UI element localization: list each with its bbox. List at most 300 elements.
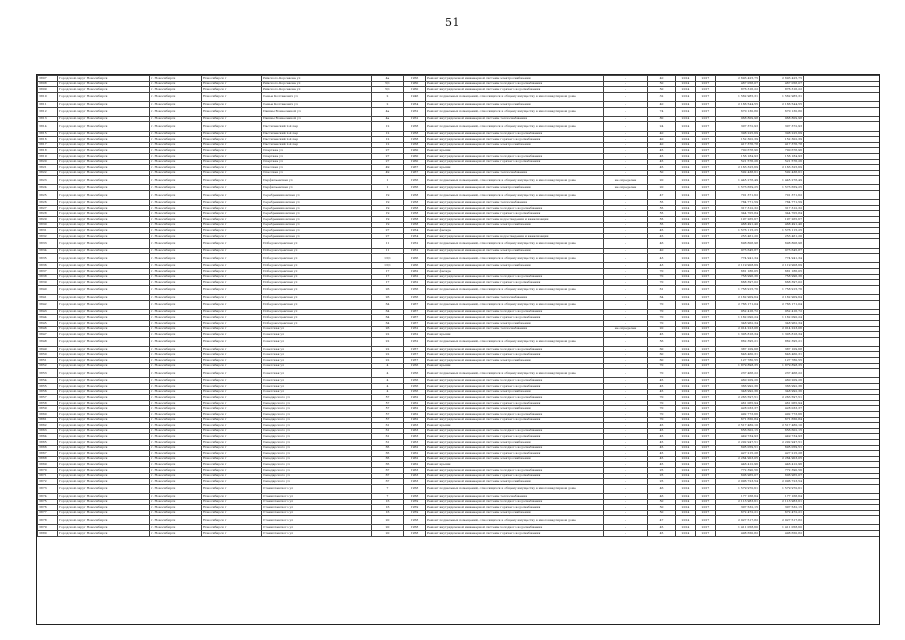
municipality-cell: Городской округ Новосибирск [58, 142, 150, 148]
year-built-cell: 1958 [404, 516, 426, 525]
cost-limit-cell: 2 113 983,61 [760, 499, 804, 505]
duration-cell: 70 [648, 309, 676, 315]
city-cell: г. Новосибирск [150, 484, 202, 493]
house-number-cell: 22 [372, 337, 404, 346]
work-type-cell: Ремонт внутридомовой инженерной системы холодного водоснабжения [426, 378, 604, 384]
city-cell: г. Новосибирск [150, 263, 202, 269]
year-built-cell: 1952 [404, 116, 426, 122]
cost-total-cell: 498 650,82 [716, 531, 760, 537]
locality-cell: Новосибирск г [202, 142, 262, 148]
house-number-cell: 64 [372, 320, 404, 326]
street-cell: Сакедарского ул [262, 479, 372, 485]
cost-total-cell: 521 576,26 [716, 159, 760, 165]
end-year-cell: 2017 [696, 363, 716, 369]
start-year-cell: 2014 [676, 346, 696, 352]
municipality-cell: Городской округ Новосибирск [58, 217, 150, 223]
row-number-cell: 3839 [38, 280, 58, 286]
start-year-cell: 2014 [676, 200, 696, 206]
row-number-cell: 3840 [38, 285, 58, 294]
city-cell: г. Новосибирск [150, 406, 202, 412]
city-cell: г. Новосибирск [150, 137, 202, 143]
year-built-cell: 1962 [404, 268, 426, 274]
locality-cell: Новосибирск г [202, 320, 262, 326]
end-year-cell: 2017 [696, 200, 716, 206]
house-number-cell: 1 [372, 185, 404, 191]
duration-cell: 46 [648, 239, 676, 248]
cost-limit-cell: 1 573 659,25 [760, 185, 804, 191]
house-number-cell: 61 [372, 439, 404, 445]
start-year-cell: 2014 [676, 423, 696, 429]
street-cell: Сакедарского ул [262, 395, 372, 401]
city-cell: г. Новосибирск [150, 352, 202, 358]
locality-cell: Новосибирск г [202, 228, 262, 234]
status-cell: - [604, 451, 648, 457]
municipality-cell: Городской округ Новосибирск [58, 358, 150, 364]
year-built-cell: 1967 [404, 300, 426, 309]
house-number-cell: 5/1 [372, 81, 404, 87]
start-year-cell: 2014 [676, 107, 696, 116]
street-cell: Победоносцевская ул [262, 254, 372, 263]
locality-cell: Новосибирск г [202, 352, 262, 358]
cost-limit-cell: 468 491,40 [760, 222, 804, 228]
street-cell: Сеньы Колтанович ул [262, 92, 372, 101]
street-cell: Пастилевский 2-й пер [262, 122, 372, 131]
cost-limit-cell: 1 162 090,24 [760, 315, 804, 321]
cost-limit-cell: 758 996,36 [760, 274, 804, 280]
street-cell: Сакедарского ул [262, 417, 372, 423]
year-built-cell: 1962 [404, 462, 426, 468]
row-number-cell: 3879 [38, 525, 58, 531]
end-year-cell: 2017 [696, 87, 716, 93]
row-number-cell: 3862 [38, 423, 58, 429]
house-number-cell: 67 [372, 467, 404, 473]
locality-cell: Новосибирск г [202, 467, 262, 473]
city-cell: г. Новосибирск [150, 159, 202, 165]
street-cell: Победоносцевская ул [262, 263, 372, 269]
table-row [38, 191, 880, 200]
house-number-cell: 22 [372, 346, 404, 352]
cost-total-cell: 681 186,05 [716, 268, 760, 274]
year-built-cell: 1962 [404, 274, 426, 280]
locality-cell: Новосибирск г [202, 395, 262, 401]
city-cell: г. Новосибирск [150, 456, 202, 462]
end-year-cell: 2017 [696, 395, 716, 401]
cost-total-cell: 156 184,93 [716, 153, 760, 159]
street-cell: Советская ул [262, 337, 372, 346]
year-built-cell: 1962 [404, 395, 426, 401]
end-year-cell: 2017 [696, 352, 716, 358]
work-type-cell: Ремонт внутридомовой инженерной системы горячего водоснабжения [426, 137, 604, 143]
cost-limit-cell: 2 014 223,06 [760, 326, 804, 332]
duration-cell: 45 [648, 525, 676, 531]
duration-cell: 45 [648, 531, 676, 537]
work-type-cell: Ремонт подвальных помещений, относящихся к общему имуществу в многоквартирном доме [426, 254, 604, 263]
status-cell: не определен [604, 176, 648, 185]
work-type-cell: Ремонт внутридомовой инженерной системы электроснабжения [426, 406, 604, 412]
duration-cell: 70 [648, 417, 676, 423]
end-year-cell: 2017 [696, 137, 716, 143]
work-type-cell: Ремонт внутридомовой инженерной системы электроснабжения [426, 76, 604, 82]
house-number-cell: 57 [372, 406, 404, 412]
cost-total-cell: 968 809,98 [716, 116, 760, 122]
city-cell: г. Новосибирск [150, 222, 202, 228]
end-year-cell: 2017 [696, 315, 716, 321]
house-number-cell: 65 [372, 456, 404, 462]
locality-cell: Новосибирск г [202, 137, 262, 143]
cost-total-cell: 398 225,69 [716, 131, 760, 137]
status-cell: - [604, 456, 648, 462]
start-year-cell: 2014 [676, 531, 696, 537]
cost-total-cell: 758 996,36 [716, 274, 760, 280]
house-number-cell: 12 [372, 137, 404, 143]
row-number-cell: 3859 [38, 406, 58, 412]
municipality-cell: Городской округ Новосибирск [58, 122, 150, 131]
house-number-cell: 17 [372, 280, 404, 286]
start-year-cell: 2014 [676, 205, 696, 211]
row-number-cell: 3851 [38, 358, 58, 364]
work-type-cell: Ремонт внутридомовой инженерной системы горячего водоснабжения [426, 211, 604, 217]
city-cell: г. Новосибирск [150, 122, 202, 131]
end-year-cell: 2017 [696, 467, 716, 473]
cost-limit-cell: 387 109,68 [760, 346, 804, 352]
municipality-cell: Городской округ Новосибирск [58, 200, 150, 206]
street-cell: Перфильевская ул [262, 185, 372, 191]
work-type-cell: Ремонт внутридомовой инженерной системы электроснабжения [426, 389, 604, 395]
house-number-cell: 57 [372, 417, 404, 423]
year-built-cell: 1956 [404, 378, 426, 384]
end-year-cell: 2017 [696, 205, 716, 211]
locality-cell: Новосибирск г [202, 428, 262, 434]
cost-limit-cell: 428 033,37 [760, 406, 804, 412]
start-year-cell: 2014 [676, 505, 696, 511]
year-built-cell: 1958 [404, 493, 426, 499]
duration-cell: 45 [648, 439, 676, 445]
duration-cell: 43 [648, 254, 676, 263]
house-number-cell: 20 [372, 516, 404, 525]
municipality-cell: Городской округ Новосибирск [58, 274, 150, 280]
duration-cell: 70 [648, 400, 676, 406]
cost-total-cell: 2 927 517,82 [716, 516, 760, 525]
empty-cell [804, 107, 880, 116]
year-built-cell: 1959 [404, 499, 426, 505]
cost-limit-cell: 2 096 723,54 [760, 479, 804, 485]
status-cell: - [604, 274, 648, 280]
street-cell: Сакедарского ул [262, 473, 372, 479]
table-row [38, 484, 880, 493]
year-built-cell: 1952 [404, 326, 426, 332]
city-cell: г. Новосибирск [150, 439, 202, 445]
row-number-cell: 3843 [38, 309, 58, 315]
street-cell: Сакедарского ул [262, 412, 372, 418]
work-type-cell: Ремонт внутридомовой инженерной системы электроснабжения [426, 248, 604, 254]
work-type-cell: Ремонт внутридомовой инженерной системы горячего водоснабжения [426, 434, 604, 440]
house-number-cell: 22 [372, 358, 404, 364]
cost-total-cell: 461 065,94 [716, 400, 760, 406]
row-number-cell: 3871 [38, 473, 58, 479]
page-number: 51 [445, 16, 460, 29]
row-number-cell: 3837 [38, 268, 58, 274]
locality-cell: Новосибирск г [202, 122, 262, 131]
street-cell: Победоносцевская ул [262, 280, 372, 286]
street-cell: Победоносцевская ул [262, 285, 372, 294]
city-cell: г. Новосибирск [150, 309, 202, 315]
city-cell: г. Новосибирск [150, 217, 202, 223]
cost-total-cell: 2 766 171,04 [716, 300, 760, 309]
work-type-cell: Ремонт внутридомовой инженерной системы холодного водоснабжения [426, 499, 604, 505]
row-number-cell: 3838 [38, 274, 58, 280]
year-built-cell: 1963 [404, 428, 426, 434]
street-cell: Сакедарского ул [262, 451, 372, 457]
status-cell: - [604, 205, 648, 211]
municipality-cell: Городской округ Новосибирск [58, 417, 150, 423]
cost-limit-cell: 460 209,26 [760, 378, 804, 384]
status-cell: - [604, 92, 648, 101]
cost-limit-cell: 698 808,98 [760, 239, 804, 248]
cost-limit-cell: 197 265,67 [760, 217, 804, 223]
cost-total-cell: 1 573 659,25 [716, 185, 760, 191]
street-cell: Серебренниковская ул [262, 191, 372, 200]
cost-total-cell: 468 491,40 [716, 222, 760, 228]
city-cell: г. Новосибирск [150, 412, 202, 418]
empty-cell [804, 122, 880, 131]
cost-limit-cell: 417 376,78 [760, 142, 804, 148]
house-number-cell: 2 [372, 101, 404, 107]
duration-cell: 70 [648, 395, 676, 401]
duration-cell: 56 [648, 337, 676, 346]
end-year-cell: 2017 [696, 484, 716, 493]
cost-limit-cell: 237 468,22 [760, 369, 804, 378]
municipality-cell: Городской округ Новосибирск [58, 153, 150, 159]
locality-cell: Новосибирск г [202, 165, 262, 171]
cost-total-cell: 1 305 816,34 [716, 332, 760, 338]
end-year-cell: 2017 [696, 456, 716, 462]
table-row [38, 107, 880, 116]
status-cell: - [604, 211, 648, 217]
work-type-cell: Ремонт крыши [426, 165, 604, 171]
house-number-cell: 65 [372, 462, 404, 468]
start-year-cell: 2014 [676, 332, 696, 338]
end-year-cell: 2017 [696, 165, 716, 171]
cost-total-cell: 646 460,31 [716, 352, 760, 358]
house-number-cell: 61 [372, 423, 404, 429]
row-number-cell: 3821 [38, 165, 58, 171]
year-built-cell: 1956 [404, 185, 426, 191]
start-year-cell: 2014 [676, 363, 696, 369]
municipality-cell: Городской округ Новосибирск [58, 505, 150, 511]
locality-cell: Новосибирск г [202, 268, 262, 274]
street-cell: Сакедарского ул [262, 445, 372, 451]
locality-cell: Новосибирск г [202, 153, 262, 159]
year-built-cell: 1960 [404, 81, 426, 87]
locality-cell: Новосибирск г [202, 456, 262, 462]
duration-cell: 40 [648, 76, 676, 82]
end-year-cell: 2017 [696, 116, 716, 122]
year-built-cell: 1960 [404, 159, 426, 165]
municipality-cell: Городской округ Новосибирск [58, 239, 150, 248]
locality-cell: Новосибирск г [202, 170, 262, 176]
cost-limit-cell: 2 264 903,05 [760, 456, 804, 462]
house-number-cell: 19 [372, 222, 404, 228]
year-built-cell: 1959 [404, 510, 426, 516]
year-built-cell: 1952 [404, 337, 426, 346]
house-number-cell: 4 [372, 369, 404, 378]
house-number-cell: 11 [372, 239, 404, 248]
cost-limit-cell: 1 562 985,31 [760, 92, 804, 101]
year-built-cell: 1956 [404, 369, 426, 378]
end-year-cell: 2017 [696, 378, 716, 384]
end-year-cell: 2017 [696, 445, 716, 451]
municipality-cell: Городской округ Новосибирск [58, 412, 150, 418]
cost-limit-cell: 606 965,07 [760, 473, 804, 479]
city-cell: г. Новосибирск [150, 510, 202, 516]
duration-cell: 45 [648, 428, 676, 434]
duration-cell: 80 [648, 116, 676, 122]
cost-limit-cell: 774 941,34 [760, 254, 804, 263]
city-cell: г. Новосибирск [150, 228, 202, 234]
work-type-cell: Ремонт внутридомовой инженерной системы электроснабжения [426, 320, 604, 326]
start-year-cell: 2014 [676, 493, 696, 499]
empty-cell [804, 484, 880, 493]
row-number-cell: 3878 [38, 516, 58, 525]
city-cell: г. Новосибирск [150, 479, 202, 485]
cost-total-cell: 2 163 325,69 [716, 165, 760, 171]
start-year-cell: 2014 [676, 87, 696, 93]
city-cell: г. Новосибирск [150, 363, 202, 369]
status-cell: - [604, 101, 648, 107]
year-built-cell: 1952 [404, 332, 426, 338]
cost-limit-cell: 127 780,55 [760, 358, 804, 364]
work-type-cell: Ремонт крыши [426, 363, 604, 369]
cost-total-cell: 1 445 276,49 [716, 176, 760, 185]
end-year-cell: 2017 [696, 274, 716, 280]
municipality-cell: Городской округ Новосибирск [58, 285, 150, 294]
locality-cell: Новосибирск г [202, 263, 262, 269]
status-cell: - [604, 254, 648, 263]
municipality-cell: Городской округ Новосибирск [58, 263, 150, 269]
work-type-cell: Ремонт подвальных помещений, относящихся к общему имуществу в многоквартирном доме [426, 369, 604, 378]
year-built-cell: 1967 [404, 309, 426, 315]
house-number-cell: 12 [372, 142, 404, 148]
locality-cell: Новосибирск г [202, 191, 262, 200]
cost-limit-cell: 1 579 970,61 [760, 484, 804, 493]
duration-cell: 70 [648, 320, 676, 326]
municipality-cell: Городской округ Новосибирск [58, 191, 150, 200]
work-type-cell: Ремонт внутридомовой инженерной системы горячего водоснабжения [426, 400, 604, 406]
status-cell: - [604, 268, 648, 274]
end-year-cell: 2017 [696, 358, 716, 364]
cost-limit-cell: 317 312,32 [760, 205, 804, 211]
status-cell: - [604, 81, 648, 87]
city-cell: г. Новосибирск [150, 499, 202, 505]
start-year-cell: 2014 [676, 131, 696, 137]
city-cell: г. Новосибирск [150, 451, 202, 457]
duration-cell: 55 [648, 200, 676, 206]
locality-cell: Новосибирск г [202, 400, 262, 406]
locality-cell: Новосибирск г [202, 222, 262, 228]
city-cell: г. Новосибирск [150, 384, 202, 390]
year-built-cell: 1958 [404, 222, 426, 228]
locality-cell: Новосибирск г [202, 445, 262, 451]
start-year-cell: 2014 [676, 510, 696, 516]
start-year-cell: 2014 [676, 484, 696, 493]
cost-limit-cell: 672 472,21 [760, 510, 804, 516]
city-cell: г. Новосибирск [150, 116, 202, 122]
duration-cell: 45 [648, 451, 676, 457]
cost-total-cell: 460 209,26 [716, 378, 760, 384]
row-number-cell: 3873 [38, 484, 58, 493]
municipality-cell: Городской округ Новосибирск [58, 87, 150, 93]
duration-cell: 55 [648, 211, 676, 217]
cost-total-cell: 656 602,15 [716, 428, 760, 434]
cost-limit-cell: 2 166 544,55 [760, 101, 804, 107]
empty-cell [804, 176, 880, 185]
status-cell: - [604, 137, 648, 143]
status-cell: - [604, 400, 648, 406]
row-number-cell: 3823 [38, 176, 58, 185]
work-type-cell: Ремонт фасада [426, 228, 604, 234]
work-type-cell: Ремонт внутридомовой инженерной системы холодного водоснабжения [426, 131, 604, 137]
status-cell: - [604, 467, 648, 473]
city-cell: г. Новосибирск [150, 205, 202, 211]
street-cell: Станиславского ул [262, 516, 372, 525]
cost-limit-cell: 2 119 908,69 [760, 263, 804, 269]
cost-total-cell: 701 371,62 [716, 191, 760, 200]
street-cell: Спасская ул [262, 165, 372, 171]
city-cell: г. Новосибирск [150, 274, 202, 280]
end-year-cell: 2017 [696, 332, 716, 338]
row-number-cell: 3863 [38, 428, 58, 434]
status-cell: - [604, 484, 648, 493]
start-year-cell: 2014 [676, 263, 696, 269]
locality-cell: Новосибирск г [202, 205, 262, 211]
start-year-cell: 2014 [676, 434, 696, 440]
cost-total-cell: 317 312,32 [716, 205, 760, 211]
locality-cell: Новосибирск г [202, 473, 262, 479]
locality-cell: Новосибирск г [202, 363, 262, 369]
cost-total-cell: 428 033,37 [716, 406, 760, 412]
cost-limit-cell: 521 576,26 [760, 159, 804, 165]
work-type-cell: Ремонт подвальных помещений, относящихся к общему имуществу в многоквартирном доме [426, 107, 604, 116]
cost-limit-cell: 1 445 276,49 [760, 176, 804, 185]
municipality-cell: Городской округ Новосибирск [58, 389, 150, 395]
municipality-cell: Городской округ Новосибирск [58, 445, 150, 451]
status-cell: - [604, 445, 648, 451]
cost-limit-cell: 2 263 597,51 [760, 395, 804, 401]
year-built-cell: 1958 [404, 137, 426, 143]
work-type-cell: Ремонт внутридомовой инженерной системы электроснабжения [426, 358, 604, 364]
year-built-cell: 1960 [404, 148, 426, 154]
cost-total-cell: 344 705,84 [716, 211, 760, 217]
year-built-cell: 1962 [404, 417, 426, 423]
house-number-cell: 11 [372, 248, 404, 254]
house-number-cell: 7 [372, 484, 404, 493]
row-number-cell: 3807 [38, 76, 58, 82]
street-cell: Спартака ул [262, 159, 372, 165]
city-cell: г. Новосибирск [150, 389, 202, 395]
house-number-cell: 19 [372, 191, 404, 200]
start-year-cell: 2014 [676, 81, 696, 87]
row-number-cell: 3875 [38, 499, 58, 505]
cost-total-cell: 197 265,67 [716, 217, 760, 223]
row-number-cell: 3827 [38, 205, 58, 211]
row-number-cell: 3869 [38, 462, 58, 468]
work-type-cell: Ремонт внутридомовой инженерной системы электроснабжения [426, 263, 604, 269]
duration-cell: 70 [648, 268, 676, 274]
work-type-cell: Ремонт внутридомовой инженерной системы горячего водоснабжения [426, 352, 604, 358]
status-cell: - [604, 395, 648, 401]
cost-limit-cell: 461 065,94 [760, 400, 804, 406]
house-number-cell: 17 [372, 268, 404, 274]
